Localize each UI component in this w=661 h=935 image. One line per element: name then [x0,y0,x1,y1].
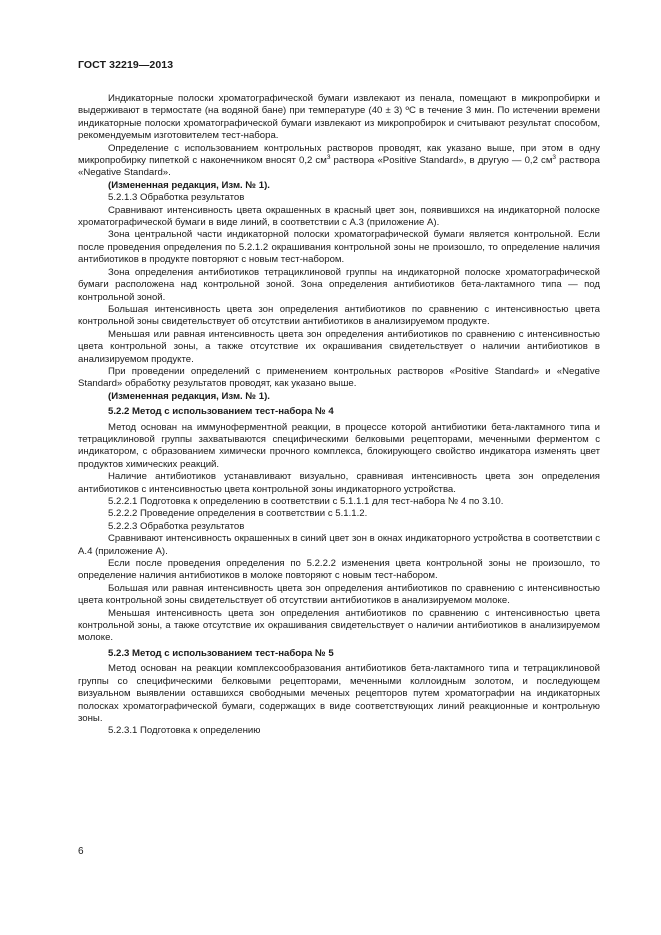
paragraph: Наличие антибиотиков устанавливают визуально, сравнивая интенсивность цвета зон определения антибиотиков с интенсивностью цвета контрольной зоны индикаторного устройства. [78,471,600,495]
paragraph: Большая интенсивность цвета зон определения антибиотиков по сравнению с интенсивностью цвета контрольной зоны свидетельствует об отсутствии антибиотиков в анализируемом продукте. [78,303,600,328]
paragraph: Сравнивают интенсивность цвета окрашенных в красный цвет зон, появившихся на индикаторной полоске хроматографической бумаги в виде линий, в соответствии с А.3 (приложение А). [78,204,600,229]
section-heading: 5.2.2 Метод с использованием тест-набора № 4 [108,406,334,418]
paragraph: Зона определения антибиотиков тетрациклиновой группы на индикаторной полоске хроматографической бумаги расположена над контрольной зоной. Зона определения антибиотиков бета-лактамного типа — под контрольной зоной. [78,266,600,303]
superscript: 3 [552,153,557,161]
paragraph-with-superscripts [78,143,600,180]
section-heading: 5.2.3 Метод с использованием тест-набора № 5 [108,647,334,659]
superscript: 3 [326,153,331,161]
text-run: Определение с использованием контрольных растворов проводят, как указано выше, при этом в одну микропробирку пипеткой с наконечником вносят 0,2 см [78,142,600,167]
subsection-heading: 5.2.1.3 Обработка результатов [108,192,245,204]
subsection-item: 5.2.2.1 Подготовка к определению в соответствии с 5.1.1.1 для тест-набора № 4 по 3.10. [108,496,504,507]
paragraph: Меньшая или равная интенсивность цвета зон определения антибиотиков по сравнению с интенсивностью цвета контрольной зоны, а также отсутствие их окрашивания свидетельствует о наличии антибиотиков в анализируемом продукте. [78,328,600,365]
paragraph: При проведении определений с применением контрольных растворов «Positive Standard» и «Negative Standard» обработку результатов проводят, как указано выше. [78,365,600,390]
page-number: 6 [78,846,84,857]
paragraph: Зона центральной части индикаторной полоски хроматографической бумаги является контрольной. Если после проведения определения по 5.2.1.2 окрашивания контрольной зоны не произошло, то определение наличия антибиотиков в продукте повторяют с новым тест-набором. [78,229,600,266]
paragraph: Индикаторные полоски хроматографической бумаги извлекают из пенала, помещают в микропробирки и выдерживают в термостате (на водяной бане) при температуре (40 ± 3) ºC в течение 3 мин. По истечении времени индикаторные полоски хроматографической бумаги извлекают из микропробирок и считывают результат способом, рекомендуемым изготовителем тест-набора. [78,93,600,142]
paragraph: Если после проведения определения по 5.2.2.2 изменения цвета контрольной зоны не произошло, то определение наличия антибиотиков в молоке повторяют с новым тест-набором. [78,558,600,582]
subsection-heading: 5.2.3.1 Подготовка к определению [108,725,261,737]
paragraph: Метод основан на иммуноферментной реакции, в процессе которой антибиотики бета-лактамного типа и тетрациклиновой группы захватываются специфическими белковыми рецепторами, меченными ферментом с индикатором, с образованием химически прочного комплекса, блокирующего свойство индикатора изменять цвет продуктов химических реакций. [78,421,600,470]
subsection-item: 5.2.2.2 Проведение определения в соответствии с 5.1.1.2. [108,508,368,520]
subsection-heading: 5.2.2.3 Обработка результатов [108,520,245,532]
amendment-note: (Измененная редакция, Изм. № 1). [108,179,270,191]
document-body [78,93,600,738]
paragraph: Меньшая интенсивность цвета зон определения антибиотиков по сравнению с интенсивностью цвета контрольной зоны, а также отсутствие их окрашивания свидетельствует о наличии антибиотиков в анализируемом молоке. [78,607,600,644]
paragraph: Метод основан на реакции комплексообразования антибиотиков бета-лактамного типа и тетрациклиновой группы со специфическими белковыми рецепторами, меченными коллоидным золотом, и последующем визуальном выявлении оставшихся свободными меченых рецепторов путем хроматографии на индикаторных полосках хроматографической бумаги, содержащих в виде соответствующих линий реакционные и контрольную зоны. [78,663,600,724]
amendment-note: (Измененная редакция, Изм. № 1). [108,390,270,402]
document-header: ГОСТ 32219—2013 [78,59,174,71]
text-run: раствора «Negative Standard». [78,155,600,179]
paragraph: Сравнивают интенсивность окрашенных в синий цвет зон в окнах индикаторного устройства в соответствии с А.4 (приложение А). [78,533,600,557]
text-run: раствора «Positive Standard», в другую — 0,2 см [330,155,553,167]
paragraph: Большая или равная интенсивность цвета зон определения антибиотиков по сравнению с интенсивностью цвета контрольной зоны свидетельствует об отсутствии антибиотиков в анализируемом молоке. [78,582,600,607]
